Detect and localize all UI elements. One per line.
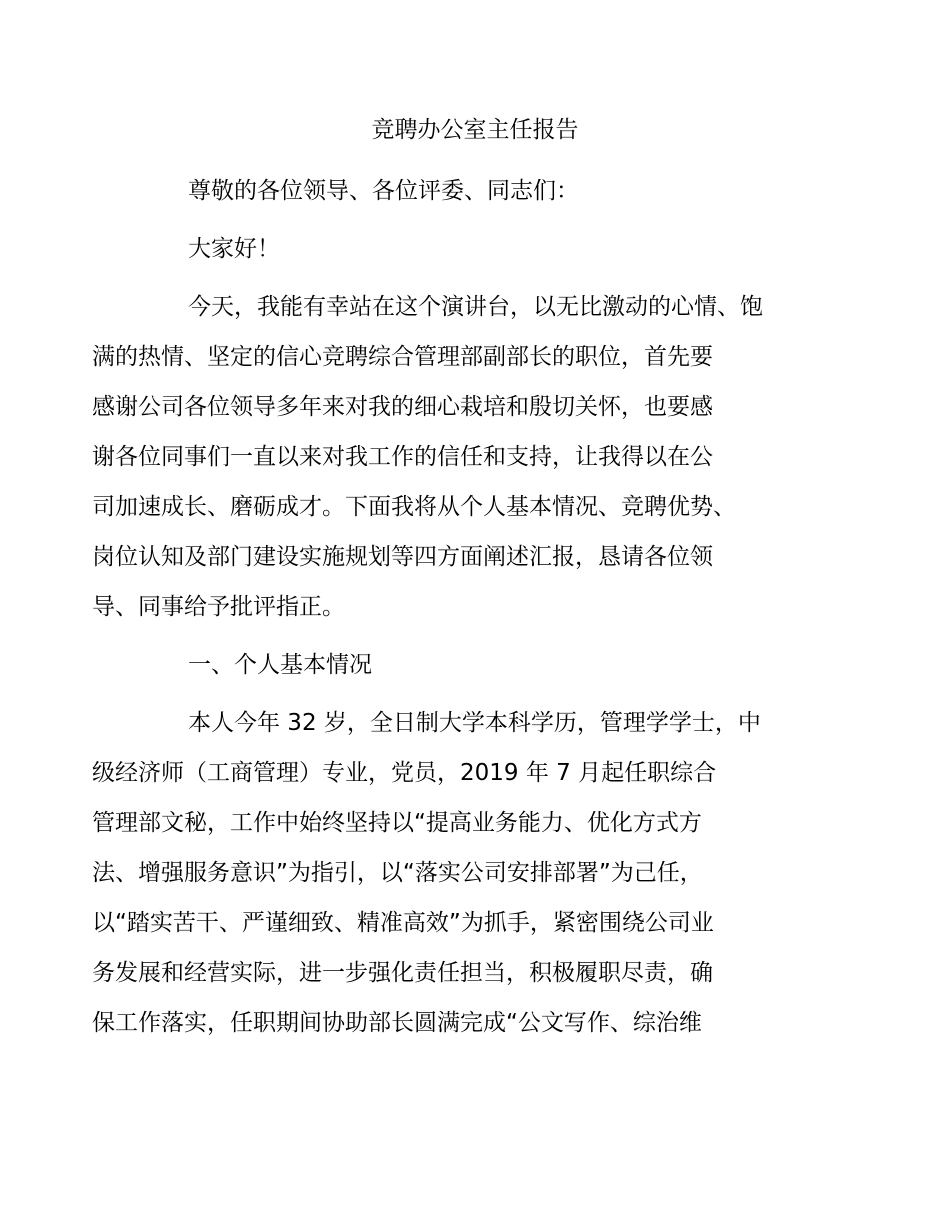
document-title: 竞聘办公室主任报告 (371, 117, 579, 143)
section1-line: 级经济师（工商管理）专业，党员，2019 年 7 月起任职综合 (92, 760, 717, 786)
document-body (92, 166, 820, 1048)
section-heading: 一、个人基本情况 (188, 652, 372, 678)
intro-line: 谢各位同事们一直以来对我工作的信任和支持，让我得以在公 (92, 444, 713, 470)
section1-line: 本人今年 32 岁，全日制大学本科学历，管理学学士，中 (188, 710, 761, 736)
section1-line: 以“踏实苦干、严谨细致、精准高效”为抓手，紧密围绕公司业 (92, 910, 714, 936)
intro-line: 岗位认知及部门建设实施规划等四方面阐述汇报，恳请各位领 (92, 544, 713, 570)
intro-line: 导、同事给予批评指正。 (92, 594, 345, 620)
intro-line: 今天，我能有幸站在这个演讲台，以无比激动的心情、饱 (188, 294, 763, 320)
greeting: 大家好！ (188, 236, 280, 262)
section1-paragraph (92, 698, 820, 1048)
section1-line: 保工作落实，任职期间协助部长圆满完成“公文写作、综治维 (92, 1010, 702, 1036)
intro-line: 满的热情、坚定的信心竞聘综合管理部副部长的职位，首先要 (92, 344, 713, 370)
intro-line: 司加速成长、磨砺成才。下面我将从个人基本情况、竞聘优势、 (92, 494, 736, 520)
intro-paragraph (92, 282, 820, 632)
section1-line: 管理部文秘，工作中始终坚持以“提高业务能力、优化方式方 (92, 810, 702, 836)
section1-line: 务发展和经营实际，进一步强化责任担当，积极履职尽责，确 (92, 960, 713, 986)
salutation: 尊敬的各位领导、各位评委、同志们： (188, 178, 579, 204)
section1-line: 法、增强服务意识”为指引，以“落实公司安排部署”为己任， (92, 860, 703, 886)
intro-line: 感谢公司各位领导多年来对我的细心栽培和殷切关怀，也要感 (92, 394, 713, 420)
